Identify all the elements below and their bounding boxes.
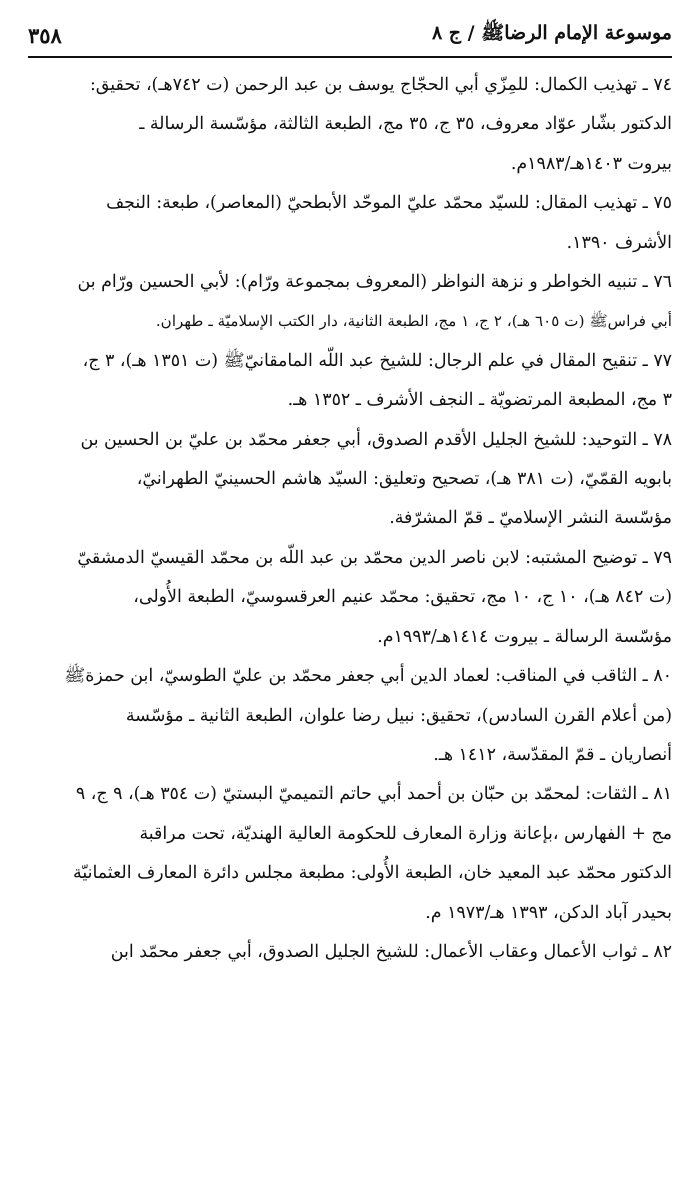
- entry-line: بيروت ١٤٠٣هـ/١٩٨٣م.: [510, 153, 672, 174]
- bibliography-entry-74: [28, 66, 672, 184]
- entry-line: ٧٨ ـ التوحيد: للشيخ الجليل الأقدم الصدوق، أبي جعفر محمّد بن عليّ بن الحسين بن: [80, 429, 672, 450]
- entry-line: بحيدر آباد الدكن، ١٣٩٣ هـ/١٩٧٣ م.: [425, 902, 672, 923]
- entry-line: (من أعلام القرن السادس)، تحقيق: نبيل رضا علوان، الطبعة الثانية ـ مؤسّسة: [125, 705, 672, 726]
- bibliography-entry-76: [28, 263, 672, 342]
- entry-line: مؤسّسة الرسالة ـ بيروت ١٤١٤هـ/١٩٩٣م.: [377, 626, 672, 647]
- entry-line: مؤسّسة النشر الإسلاميّ ـ قمّ المشرّفة.: [389, 508, 672, 529]
- entry-line: ٣ مج، المطبعة المرتضويّة ـ النجف الأشرف ـ ١٣٥٢ هـ.: [287, 390, 672, 411]
- running-title: موسوعة الإمام الرضاﷺ / ج ٨: [431, 22, 672, 44]
- header-rule: [28, 56, 672, 58]
- page-header: [28, 18, 672, 52]
- entry-line: (ت ٨٤٢ هـ)، ١٠ ج، ١٠ مج، تحقيق: محمّد عنيم العرقسوسيّ، الطبعة الأُولى،: [133, 587, 672, 608]
- bibliography-entry-79: [28, 539, 672, 657]
- entry-line: ٧٩ ـ توضيح المشتبه: لابن ناصر الدين محمّد بن عبد اللّه بن محمّد القيسيّ الدمشقيّ: [77, 547, 672, 568]
- entry-line: ٧٤ ـ تهذيب الكمال: للمِزّي أبي الحجّاج يوسف بن عبد الرحمن (ت ٧٤٢هـ)، تحقيق:: [89, 75, 672, 95]
- entry-line: ٧٥ ـ تهذيب المقال: للسيّد محمّد عليّ الموحّد الأبطحيّ (المعاصر)، طبعة: النجف: [106, 193, 672, 214]
- entry-line: ٧٦ ـ تنبيه الخواطر و نزهة النواظر (المعروف بمجموعة ورّام): لأبي الحسين ورّام بن: [77, 272, 672, 293]
- entry-line: الدكتور محمّد عبد المعيد خان، الطبعة الأُولى: مطبعة مجلس دائرة المعارف العثمانيّة: [73, 863, 672, 884]
- entry-line: بابويه القمّيّ، (ت ٣٨١ هـ)، تصحيح وتعليق: السيّد هاشم الحسينيّ الطهرانيّ،: [136, 469, 672, 490]
- entry-line: الأشرف ١٣٩٠.: [566, 232, 672, 253]
- entry-line: مج + الفهارس ،بإعانة وزارة المعارف للحكومة العالية الهنديّة، تحت مراقبة: [139, 823, 672, 844]
- bibliography-entry-81: [28, 775, 672, 933]
- entry-line: ٨٢ ـ ثواب الأعمال وعقاب الأعمال: للشيخ الجليل الصدوق، أبي جعفر محمّد ابن: [110, 941, 672, 962]
- bibliography-entry-82: [28, 933, 672, 972]
- entry-line: ٧٧ ـ تنقيح المقال في علم الرجال: للشيخ عبد اللّه المامقانيّﷺ (ت ١٣٥١ هـ)، ٣ ج،: [82, 350, 672, 371]
- entry-line: الدكتور بشّار عوّاد معروف، ٣٥ ج، ٣٥ مج، الطبعة الثالثة، مؤسّسة الرسالة ـ: [139, 114, 672, 135]
- entry-line: ٨٠ ـ الثاقب في المناقب: لعماد الدين أبي جعفر محمّد بن عليّ الطوسيّ، ابن حمزةﷺ: [64, 666, 672, 687]
- entry-line: أبي فراسﷺ (ت ٦٠٥ هـ)، ٢ ج، ١ مج، الطبعة الثانية، دار الكتب الإسلاميّة ـ طهران.: [155, 312, 672, 331]
- page-number: ٣٥٨: [28, 22, 62, 48]
- bibliography-entry-80: [28, 657, 672, 775]
- entry-line: أنصاريان ـ قمّ المقدّسة، ١٤١٢ هـ.: [433, 744, 672, 765]
- bibliography-list: [28, 66, 672, 972]
- bibliography-entry-75: [28, 184, 672, 263]
- entry-line: ٨١ ـ الثقات: لمحمّد بن حبّان بن أحمد أبي حاتم التميميّ البستيّ (ت ٣٥٤ هـ)، ٩ ج، ٩: [75, 784, 672, 805]
- bibliography-entry-77: [28, 342, 672, 421]
- bibliography-entry-78: [28, 421, 672, 539]
